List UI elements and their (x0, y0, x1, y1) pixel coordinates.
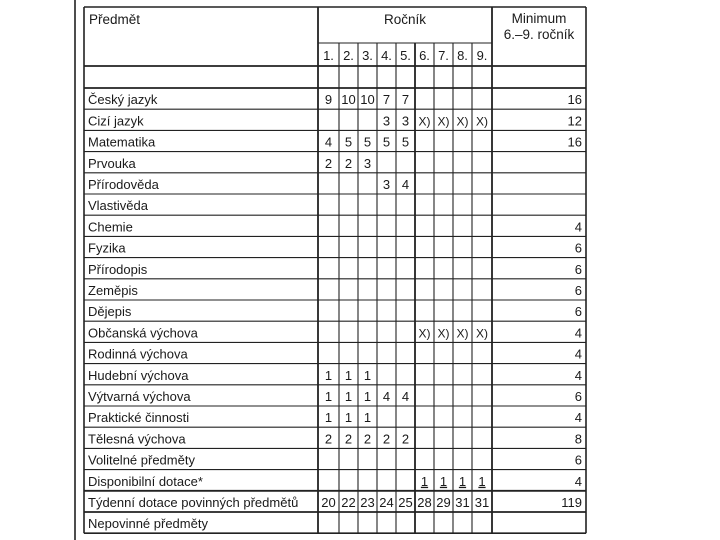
subject-name: Vlastivěda (88, 198, 148, 214)
subject-name: Cizí jazyk (88, 113, 144, 129)
minimum-value: 16 (567, 134, 582, 150)
lesson-count: 9 (324, 92, 333, 108)
lesson-count: 3 (382, 113, 391, 129)
subject-header: Předmět (89, 12, 141, 27)
lesson-count: 5 (344, 134, 353, 150)
lesson-count: 3 (363, 155, 372, 171)
lesson-count: 1 (324, 367, 333, 383)
subject-name: Disponibilní dotace* (88, 473, 203, 489)
subject-name: Zeměpis (88, 283, 138, 298)
subject-name: Český jazyk (88, 92, 158, 108)
minimum-value: 6 (574, 261, 582, 277)
lesson-count: 3 (401, 113, 410, 129)
grade-label: 6. (419, 48, 430, 63)
upper-grade-value: 31 (455, 495, 470, 510)
subject-name: Rodinná výchova (88, 346, 188, 362)
lesson-count: 7 (382, 92, 391, 108)
upper-grade-value: 1 (439, 473, 448, 489)
subject-name: Dějepis (88, 304, 132, 320)
grade-header: Ročník (383, 12, 427, 27)
grade-note-mark: X) (476, 114, 488, 129)
minimum-value: 6 (574, 452, 582, 468)
lesson-count: 3 (382, 177, 391, 192)
grade-note-mark: X) (437, 326, 450, 341)
minimum-value: 12 (567, 113, 582, 129)
grade-label: 8. (457, 48, 468, 63)
lesson-count: 24 (379, 495, 394, 510)
lesson-count: 1 (344, 367, 353, 383)
lesson-count: 2 (344, 431, 353, 447)
lesson-count: 5 (382, 134, 391, 150)
upper-grade-value: 29 (436, 495, 451, 510)
grade-note-mark: X) (437, 114, 450, 129)
lesson-count: 4 (382, 389, 391, 404)
minimum-value: 8 (574, 431, 582, 447)
minimum-value: 4 (574, 410, 582, 426)
grade-label: 3. (362, 48, 373, 63)
lesson-count: 1 (363, 389, 372, 404)
lesson-count: 1 (363, 410, 372, 426)
upper-grade-value: 31 (474, 495, 490, 510)
upper-grade-value: 1 (420, 473, 429, 489)
lesson-count: 2 (324, 155, 333, 171)
grade-note-mark: X) (418, 326, 431, 341)
lesson-count: 2 (363, 431, 372, 447)
lesson-count: 1 (363, 367, 372, 383)
grade-label: 7. (438, 48, 449, 63)
lesson-count: 2 (344, 155, 353, 171)
lesson-count: 25 (398, 495, 413, 510)
subject-name: Praktické činnosti (88, 410, 190, 426)
subject-name: Volitelné předměty (88, 452, 195, 468)
subject-name: Matematika (88, 134, 156, 150)
minimum-value: 6 (574, 304, 582, 320)
minimum-value: 6 (574, 283, 582, 298)
subject-name: Přírodopis (88, 261, 148, 277)
upper-grade-value: 1 (458, 473, 467, 489)
lesson-count: 10 (360, 92, 375, 108)
upper-grade-value: 1 (478, 473, 486, 489)
subject-name: Fyzika (88, 240, 126, 256)
lesson-count: 4 (401, 389, 410, 404)
subject-name: Hudební výchova (88, 367, 189, 383)
table-cells (88, 11, 582, 531)
lesson-count: 4 (324, 134, 333, 150)
minimum-value: 6 (574, 389, 582, 404)
lesson-count: 20 (321, 495, 336, 510)
minimum-value: 6 (574, 240, 582, 256)
lesson-count: 1 (344, 410, 353, 426)
minimum-value: 4 (574, 346, 582, 362)
lesson-count: 5 (401, 134, 410, 150)
grade-note-mark: X) (456, 326, 469, 341)
grade-label: 5. (400, 48, 411, 63)
grade-note-mark: X) (418, 114, 431, 129)
minimum-value: 4 (574, 473, 582, 489)
lesson-count: 23 (360, 495, 375, 510)
subject-name: Občanská výchova (88, 325, 198, 341)
grade-note-mark: X) (476, 326, 488, 341)
subject-name: Týdenní dotace povinných předmětů (88, 495, 299, 510)
minimum-value: 4 (574, 367, 582, 383)
lesson-count: 5 (363, 134, 372, 150)
minimum-value: 4 (574, 325, 582, 341)
grade-label: 2. (343, 48, 354, 63)
subject-name: Chemie (88, 219, 133, 235)
grade-label: 4. (381, 48, 392, 63)
lesson-count: 1 (324, 389, 333, 404)
grade-label: 9. (476, 48, 488, 63)
subject-name: Přírodověda (88, 177, 159, 192)
lesson-count: 1 (344, 389, 353, 404)
subject-name: Prvouka (88, 155, 136, 171)
minimum-value: 119 (561, 495, 582, 510)
minimum-value: 16 (567, 92, 582, 108)
minimum-header: Minimum (511, 11, 567, 26)
lesson-count: 4 (401, 177, 410, 192)
subject-name: Výtvarná výchova (88, 389, 191, 404)
upper-grade-value: 28 (417, 495, 432, 510)
lesson-count: 2 (401, 431, 410, 447)
subject-name: Tělesná výchova (88, 431, 186, 447)
lesson-count: 1 (324, 410, 333, 426)
lesson-count: 22 (341, 495, 356, 510)
lesson-count: 10 (341, 92, 356, 108)
minimum-header-range: 6.–9. ročník (503, 27, 575, 42)
grade-label: 1. (323, 48, 334, 63)
lesson-count: 2 (382, 431, 391, 447)
subject-name: Nepovinné předměty (88, 516, 208, 532)
lesson-count: 2 (324, 431, 333, 447)
lesson-count: 7 (401, 92, 410, 108)
grade-note-mark: X) (456, 114, 469, 129)
minimum-value: 4 (574, 219, 582, 235)
